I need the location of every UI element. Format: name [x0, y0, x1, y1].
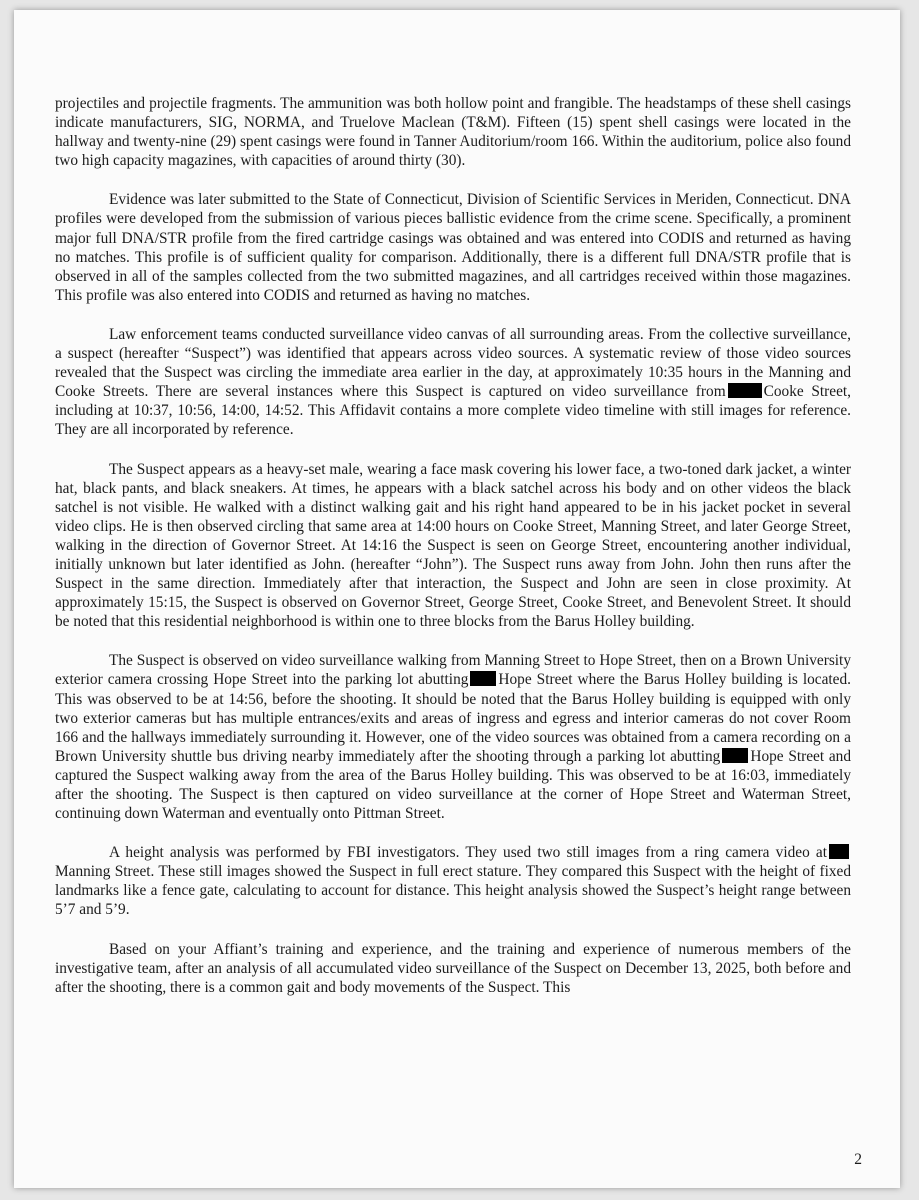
paragraph-text: projectiles and projectile fragments. The ammunition was both hollow point and frangible. The headstamps of these shell casings indicate manufacturers, SIG, NORMA, and Truelove Maclean (T&M). Fifteen (15) spent shell casings were located in the hallway and twenty-nine (29) spent casings were found in Tanner Auditorium/room 166. Within the auditorium, police also found two high capacity magazines, with capacities of around thirty (30). — [55, 95, 851, 170]
paragraph-text: Based on your Affiant’s training and experience, and the training and experience of numerous members of the investigative team, after an analysis of all accumulated video surveillance of the Suspect on December 13, 2025, both before and after the shooting, there is a common gait and body movements of the Suspect. This — [55, 940, 851, 996]
paragraph-barus-holley — [55, 651, 851, 823]
paragraph-text: Hope Street and captured the Suspect walking away from the area of the Barus Holley building. This was observed to be at 16:03, immediately after the shooting. The Suspect is then captured on video surveillance at the corner of Hope Street and Waterman Street, continuing down Waterman and eventually onto Pittman Street. — [55, 747, 851, 823]
paragraph-height-analysis — [55, 843, 851, 919]
redaction-box — [470, 671, 496, 686]
paragraph-text: Cooke Street, including at 10:37, 10:56, 14:00, 14:52. This Affidavit contains a more complete video timeline with still images for reference. They are all incorporated by reference. — [55, 383, 851, 439]
paragraph-text: Hope Street where the Barus Holley building is located. This was observed to be at 14:56, before the shooting. It should be noted that the Barus Holley building is equipped with only two exterior cameras but has multiple entrances/exits and areas of ingress and egress and interior cameras do not cover Room 166 and the hallways immediately surrounding it. However, one of the video sources was obtained from a camera recording on a Brown University shuttle bus driving nearby immediately after the shooting through a parking lot abutting — [55, 671, 851, 765]
document-page — [14, 10, 900, 1188]
redaction-box — [728, 383, 762, 398]
paragraph-suspect-description — [55, 460, 851, 632]
redaction-box — [722, 748, 748, 763]
paragraph-gait-analysis — [55, 940, 851, 997]
paragraph-text: Manning Street. These still images showed the Suspect in full erect stature. They compared this Suspect with the height of fixed landmarks like a fence gate, calculating to account for distance. This height analysis showed the Suspect’s height range between 5’7 and 5’9. — [55, 863, 851, 919]
paragraph-text: The Suspect is observed on video surveillance walking from Manning Street to Hope Street, then on a Brown University exterior camera crossing Hope Street into the parking lot abutting — [55, 652, 851, 689]
redaction-box — [829, 844, 849, 859]
document-body — [55, 94, 851, 997]
paragraph-text: Law enforcement teams conducted surveillance video canvas of all surrounding areas. From the collective surveillance, a suspect (hereafter “Suspect”) was identified that appears across video sources. A systematic review of those video sources revealed that the Suspect was circling the immediate area earlier in the day, at approximately 10:35 hours in the Manning and Cooke Streets. There are several instances where this Suspect is captured on video surveillance from — [55, 325, 851, 401]
paragraph-text: Evidence was later submitted to the State of Connecticut, Division of Scientific Services in Meriden, Connecticut. DNA profiles were developed from the submission of various pieces ballistic evidence from the crime scene. Specifically, a prominent major full DNA/STR profile from the fired cartridge casings was obtained and was entered into CODIS and returned as having no matches. This profile is of sufficient quality for comparison. Additionally, there is a different full DNA/STR profile that is observed in all of the samples collected from the two submitted magazines, and all cartridges received within those magazines. This profile was also entered into CODIS and returned as having no matches. — [55, 191, 851, 304]
page-number: 2 — [854, 1151, 862, 1168]
paragraph-ammunition — [55, 94, 851, 170]
paragraph-text: A height analysis was performed by FBI investigators. They used two still images from a ring camera video at — [109, 844, 827, 862]
paragraph-dna-evidence — [55, 190, 851, 305]
paragraph-surveillance-canvas — [55, 325, 851, 440]
paragraph-text: The Suspect appears as a heavy-set male, wearing a face mask covering his lower face, a two-toned dark jacket, a winter hat, black pants, and black sneakers. At times, he appears with a black satchel across his body and on other videos the black satchel is not visible. He walked with a distinct walking gait and his right hand appeared to be in his jacket pocket in several video clips. He is then observed circling that same area at 14:00 hours on Cooke Street, Manning Street, and later George Street, walking in the direction of Governor Street. At 14:16 the Suspect is seen on George Street, encountering another individual, initially unknown but later identified as John. (hereafter “John”). The Suspect runs away from John. John then runs after the Suspect in the same direction. Immediately after that interaction, the Suspect and John are seen in close proximity. At approximately 15:15, the Suspect is observed on Governor Street, George Street, Cooke Street, and Benevolent Street. It should be noted that this residential neighborhood is within one to three blocks from the Barus Holley building. — [55, 460, 851, 631]
